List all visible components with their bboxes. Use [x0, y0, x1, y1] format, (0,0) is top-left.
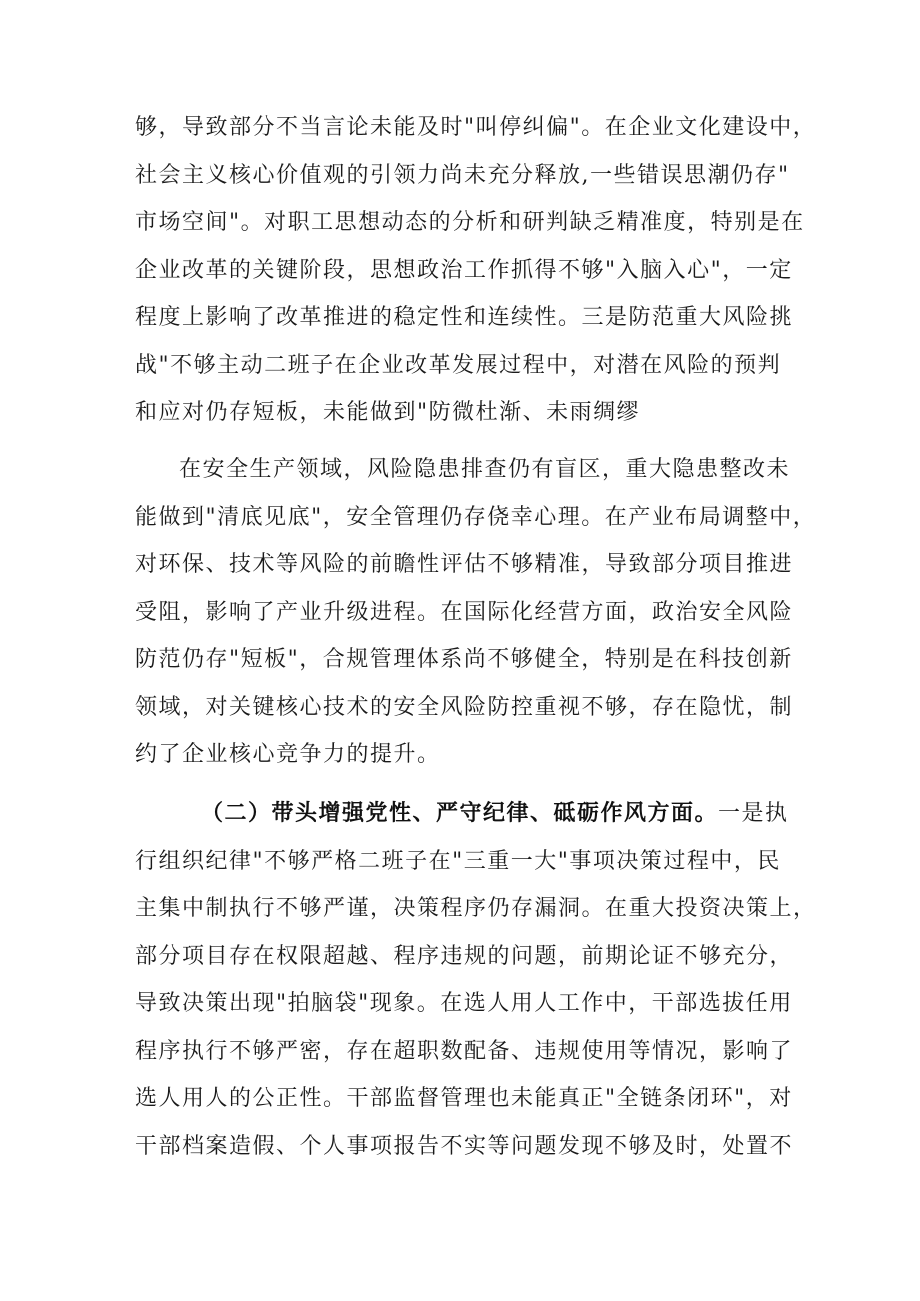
paragraph-1-line: 够，导致部分不当言论未能及时"叫停纠偏"。在企业文化建设中，: [135, 115, 817, 140]
section-heading: （二）带头增强党性、严守纪律、砥砺作风方面。: [201, 800, 719, 826]
paragraph-1-line: 战"不够主动二班子在企业改革发展过程中，对潜在风险的预判: [135, 352, 782, 378]
paragraph-3-line: 部分项目存在权限超越、程序违规的问题，前期论证不够充分，: [135, 943, 794, 969]
paragraph-3-line: 主集中制执行不够严谨，决策程序仍存漏洞。在重大投资决策上，: [135, 896, 817, 921]
paragraph-3-line: 导致决策出现"拍脑袋"现象。在选人用人工作中，干部选拔任用: [135, 991, 793, 1016]
paragraph-2-line: 对环保、技术等风险的前瞻性评估不够精准，导致部分项目推进: [135, 552, 794, 577]
paragraph-1-line: 程度上影响了改革推进的稳定性和连续性。三是防范重大风险挑: [135, 305, 794, 330]
paragraph-2-line: 约了企业核心竞争力的提升。: [135, 742, 441, 767]
paragraph-1-line: 和应对仍存短板，未能做到"防微杜渐、未雨绸缪: [135, 400, 641, 425]
paragraph-2-line: 在安全生产领域，风险隐患排查仍有盲区，重大隐患整改未: [179, 457, 791, 482]
paragraph-3-first-line: [135, 790, 789, 838]
paragraph-3-first-line-rest: 一是执: [718, 801, 789, 826]
paragraph-1-line: 社会主义核心价值观的引领力尚未充分释放,一些错误思潮仍存": [135, 162, 790, 188]
paragraph-2: [135, 446, 817, 779]
paragraph-1-line: 市场空间"。对职工思想动态的分析和研判缺乏精准度，特别是在: [135, 210, 805, 235]
paragraph-1-line: 企业改革的关键阶段，思想政治工作抓得不够"入脑入心"，一定: [135, 257, 793, 283]
paragraph-3-line: 干部档案造假、个人事项报告不实等问题发现不够及时，处置不: [135, 1133, 794, 1159]
paragraph-1: [135, 104, 817, 437]
paragraph-2-line: 受阻，影响了产业升级进程。在国际化经营方面，政治安全风险: [135, 599, 794, 625]
paragraph-2-line: 领域，对关键核心技术的安全风险防控重视不够，存在隐忧，制: [135, 694, 794, 720]
paragraph-3-line: 选人用人的公正性。干部监督管理也未能真正"全链条闭环"，对: [135, 1086, 793, 1111]
paragraph-3: [135, 790, 817, 1170]
paragraph-3-line: 行组织纪律"不够严格二班子在"三重一大"事项决策过程中，民: [135, 848, 781, 874]
paragraph-2-line: 防范仍存"短板"，合规管理体系尚不够健全，特别是在科技创新: [135, 647, 793, 672]
paragraph-2-line: 能做到"清底见底"，安全管理仍存侥幸心理。在产业布局调整中，: [135, 504, 817, 530]
paragraph-3-line: 程序执行不够严密，存在超职数配备、违规使用等情况，影响了: [135, 1038, 794, 1064]
